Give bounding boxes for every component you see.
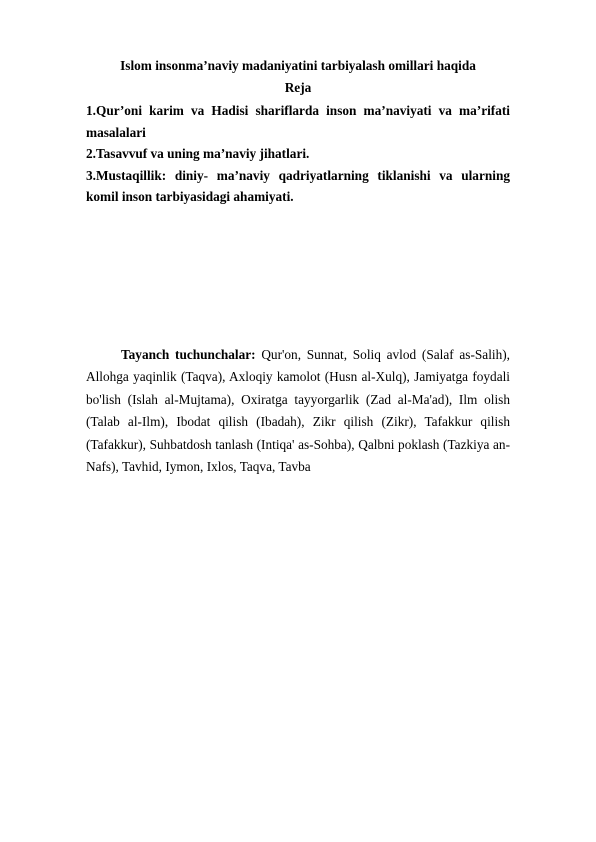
- keywords-text: Qur'on, Sunnat, Soliq avlod (Salaf as-Salih), Allohga yaqinlik (Taqva), Axloqiy kamolot (Husn al-Xulq), Jamiyatga foydali bo'lish (Islah al-Mujtama), Oxiratga tayyorgarlik (Zad al-Ma'ad), Ilm olish (Talab al-Ilm), Ibodat qilish (Ibadah), Zikr qilish (Zikr), Tafakkur qilish (Tafakkur), Suhbatdosh tanlash (Intiqa' as-Sohba), Qalbni poklash (Tazkiya an-Nafs), Tavhid, Iymon, Ixlos, Taqva, Tavba: [86, 347, 510, 475]
- document-title: Islom insonma’naviy madaniyatini tarbiyalash omillari haqida: [120, 58, 476, 73]
- keywords-paragraph: [86, 344, 510, 478]
- plan-list: [86, 100, 510, 208]
- plan-heading: Reja: [284, 80, 312, 95]
- plan-item-3: 3.Mustaqillik: diniy- ma’naviy qadriyatlarning tiklanishi va ularning komil inson tarbiyasidagi ahamiyati.: [86, 167, 510, 204]
- plan-item-2: 2.Tasavvuf va uning ma’naviy jihatlari.: [86, 146, 310, 161]
- plan-item-1: 1.Qur’oni karim va Hadisi shariflarda inson ma’naviyati va ma’rifati masalalari: [86, 103, 510, 140]
- keywords-label: Tayanch tuchunchalar:: [121, 347, 256, 362]
